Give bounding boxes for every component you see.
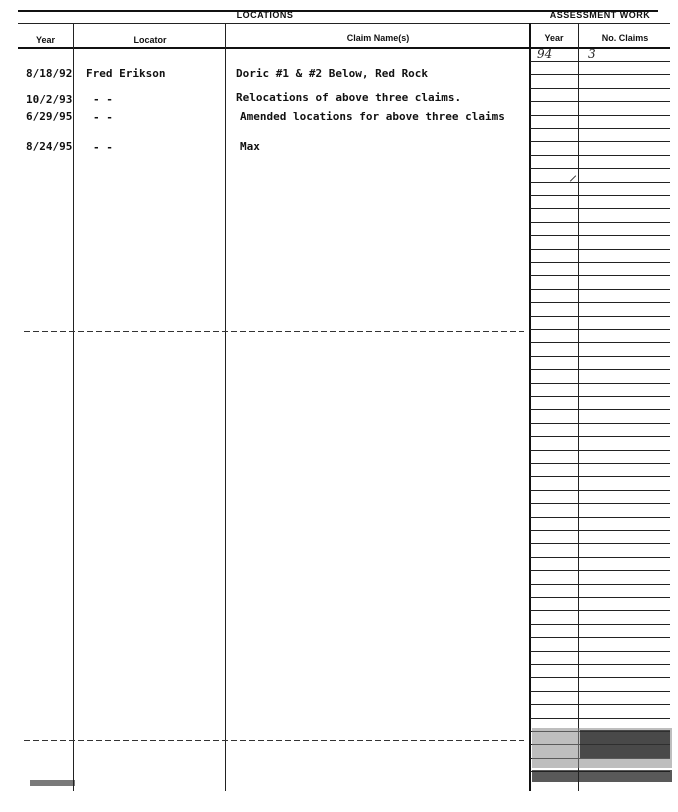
scan-artifact-4 xyxy=(30,780,75,786)
assessment-rule-line xyxy=(530,182,670,183)
col-header-no-claims: No. Claims xyxy=(601,33,649,43)
col-header-year: Year xyxy=(35,35,56,45)
mid-page-dashed-rule xyxy=(24,331,524,332)
assessment-rule-line xyxy=(530,543,670,544)
assessment-rule-line xyxy=(530,409,670,410)
entry-2-claim: Relocations of above three claims. xyxy=(236,91,462,104)
assessment-rule-line xyxy=(530,476,670,477)
assessment-rule-line xyxy=(530,704,670,705)
scan-artifact-2 xyxy=(580,730,670,758)
assessment-rule-line xyxy=(530,168,670,169)
assessment-rule-line xyxy=(530,664,670,665)
assessment-rule-line xyxy=(530,128,670,129)
assessment-rule-line xyxy=(530,530,670,531)
assessment-rule-line xyxy=(530,637,670,638)
entry-1-locator: Fred Erikson xyxy=(86,67,166,80)
assessment-rule-line xyxy=(530,316,670,317)
bottom-dashed-rule xyxy=(24,740,524,741)
assessment-rule-line xyxy=(530,101,670,102)
entry-1-claim: Doric #1 & #2 Below, Red Rock xyxy=(236,67,429,80)
entry-2-year: 10/2/93 xyxy=(26,93,73,106)
assessment-rule-line xyxy=(530,570,670,571)
entry-3-claim: Amended locations for above three claims xyxy=(240,110,505,123)
assessment-work-section-title: ASSESSMENT WORK xyxy=(549,10,651,20)
assessment-1-claims: 3 xyxy=(588,47,596,61)
assessment-rule-line xyxy=(530,691,670,692)
assessment-rule-line xyxy=(530,222,670,223)
assessment-rule-line xyxy=(530,289,670,290)
assessment-rule-line xyxy=(530,651,670,652)
assessment-rule-line xyxy=(530,718,670,719)
assessment-rule-line xyxy=(530,610,670,611)
assessment-rule-line xyxy=(530,677,670,678)
assessment-rule-line xyxy=(530,208,670,209)
assessment-rule-line xyxy=(530,517,670,518)
assessment-1-year: 94 xyxy=(537,47,553,61)
entry-2-locator: - - xyxy=(93,93,113,106)
divider-year-locator xyxy=(73,23,74,791)
divider-claim-aw xyxy=(529,23,531,791)
assessment-rule-line xyxy=(530,503,670,504)
divider-aw-year-claims xyxy=(578,23,579,791)
locations-section-title: LOCATIONS xyxy=(236,10,294,20)
col-header-locator: Locator xyxy=(133,35,167,45)
col-header-aw-year: Year xyxy=(544,33,564,43)
assessment-rule-line xyxy=(530,74,670,75)
col-header-claim-names: Claim Name(s) xyxy=(346,33,410,43)
assessment-rule-line xyxy=(530,61,670,62)
entry-3-year: 6/29/95 xyxy=(26,110,73,123)
entry-3-locator: - - xyxy=(93,111,113,124)
entry-1-year: 8/18/92 xyxy=(26,67,73,80)
assessment-rule-line xyxy=(530,463,670,464)
assessment-rule-line xyxy=(530,597,670,598)
assessment-rule-line xyxy=(530,329,670,330)
entry-4-year: 8/24/95 xyxy=(26,140,73,153)
assessment-rule-line xyxy=(530,490,670,491)
assessment-rule-line xyxy=(530,342,670,343)
assessment-rule-line xyxy=(530,369,670,370)
assessment-rule-line xyxy=(530,557,670,558)
assessment-rule-line xyxy=(530,396,670,397)
divider-locator-claim xyxy=(225,23,226,791)
assessment-rule-line xyxy=(530,249,670,250)
header-rule-bottom xyxy=(18,47,670,49)
assessment-rule-line xyxy=(530,624,670,625)
assessment-rule-line xyxy=(530,115,670,116)
assessment-rule-line xyxy=(530,195,670,196)
assessment-rule-line xyxy=(530,88,670,89)
entry-4-claim: Max xyxy=(240,140,260,153)
assessment-rule-line xyxy=(530,235,670,236)
assessment-rule-line xyxy=(530,356,670,357)
assessment-rule-line xyxy=(530,584,670,585)
assessment-rule-line xyxy=(530,155,670,156)
assessment-rule-line xyxy=(530,302,670,303)
entry-4-locator: - - xyxy=(93,141,113,154)
assessment-rule-line xyxy=(530,450,670,451)
tick-mark xyxy=(570,175,576,181)
assessment-rule-line xyxy=(530,383,670,384)
assessment-rule-line xyxy=(530,423,670,424)
scan-artifact-3 xyxy=(532,770,672,782)
assessment-rule-line xyxy=(530,275,670,276)
assessment-rule-line xyxy=(530,436,670,437)
header-rule-top xyxy=(18,23,670,24)
assessment-rule-line xyxy=(530,141,670,142)
assessment-rule-line xyxy=(530,262,670,263)
